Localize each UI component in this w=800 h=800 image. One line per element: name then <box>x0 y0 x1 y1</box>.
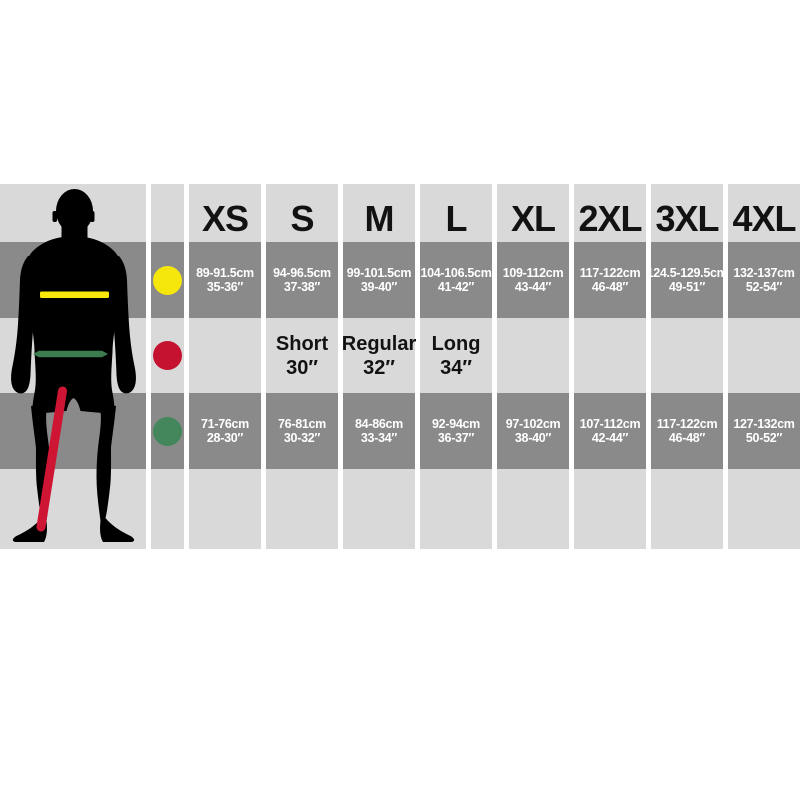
chest-cm-value: 89-91.5cm <box>196 265 254 280</box>
waist-cm-value: 117-122cm <box>656 416 718 431</box>
chest-in-value: 37-38″ <box>283 280 321 294</box>
leg-length-name: Long <box>431 332 481 355</box>
waist-in-value: 38-40″ <box>514 431 552 445</box>
size-header-label: 3XL <box>655 198 719 239</box>
leg-length-value: 32″ <box>363 356 395 379</box>
size-header-cell <box>497 184 569 242</box>
leg-length-cell <box>420 318 492 393</box>
figure-bg-cell <box>0 242 146 318</box>
size-header-cell <box>728 184 800 242</box>
waist-dot-cell <box>151 393 184 469</box>
waist-cm-value: 92-94cm <box>432 416 480 431</box>
waist-cm-value: 71-76cm <box>201 416 249 431</box>
size-table <box>0 184 800 549</box>
chest-in-value: 43-44″ <box>514 280 552 294</box>
chest-in-value: 52-54″ <box>745 280 783 294</box>
figure-bg-cell <box>0 184 146 242</box>
waist-in-value: 28-30″ <box>206 431 244 445</box>
size-header-cell <box>343 184 415 242</box>
figure-bg-cell <box>0 469 146 549</box>
waist-value-cell <box>189 393 261 469</box>
waist-in-value: 36-37″ <box>437 431 475 445</box>
size-header-label: XL <box>510 198 555 239</box>
waist-in-value: 42-44″ <box>591 431 629 445</box>
chest-value-cell <box>646 242 728 318</box>
size-header-cell <box>574 184 646 242</box>
size-header-label: 4XL <box>732 198 796 239</box>
leg-length-cell <box>728 318 800 393</box>
chest-value-cell <box>728 242 800 318</box>
waist-value-cell <box>343 393 415 469</box>
waist-value-cell <box>574 393 646 469</box>
size-header-cell <box>651 184 723 242</box>
size-column-3xl <box>646 184 728 549</box>
empty-cell <box>266 469 338 549</box>
waist-value-cell <box>497 393 569 469</box>
size-column-s <box>266 184 338 549</box>
chest-cm-value: 109-112cm <box>502 265 564 280</box>
size-header-label: S <box>290 198 314 239</box>
chest-value-cell <box>189 242 261 318</box>
size-column-xs <box>189 184 261 549</box>
leg-length-cell <box>266 318 338 393</box>
empty-cell <box>151 469 184 549</box>
chest-in-value: 41-42″ <box>437 280 475 294</box>
leg-length-value: 30″ <box>286 356 318 379</box>
waist-in-value: 50-52″ <box>745 431 783 445</box>
size-header-label: 2XL <box>578 198 642 239</box>
chest-cm-value: 104-106.5cm <box>420 265 492 280</box>
waist-value-cell <box>728 393 800 469</box>
chest-value-cell <box>574 242 646 318</box>
size-column-xl <box>497 184 569 549</box>
empty-cell <box>343 469 415 549</box>
waist-cm-value: 84-86cm <box>355 416 403 431</box>
size-column-l <box>420 184 492 549</box>
chest-dot-icon <box>153 266 182 295</box>
waist-in-value: 33-34″ <box>360 431 398 445</box>
chest-in-value: 35-36″ <box>206 280 244 294</box>
leg-length-dot-cell <box>151 318 184 393</box>
leg-length-name: Regular <box>341 332 417 355</box>
chest-cm-value: 99-101.5cm <box>346 265 412 280</box>
empty-cell <box>189 469 261 549</box>
figure-bg-cell <box>0 393 146 469</box>
dot-header-cell <box>151 184 184 242</box>
leg-length-name: Short <box>275 332 329 355</box>
leg-length-cell <box>189 318 261 393</box>
leg-length-cell <box>574 318 646 393</box>
chest-value-cell <box>343 242 415 318</box>
chest-in-value: 39-40″ <box>360 280 398 294</box>
size-header-cell <box>189 184 261 242</box>
size-column-4xl <box>728 184 800 549</box>
waist-cm-value: 107-112cm <box>579 416 641 431</box>
leg-length-cell <box>497 318 569 393</box>
empty-cell <box>497 469 569 549</box>
leg-length-value: 34″ <box>440 356 472 379</box>
size-header-label: XS <box>201 198 249 239</box>
waist-cm-value: 127-132cm <box>733 416 795 431</box>
empty-cell <box>728 469 800 549</box>
figure-bg-cell <box>0 318 146 393</box>
size-header-label: M <box>364 198 394 239</box>
waist-cm-value: 97-102cm <box>505 416 561 431</box>
chest-in-value: 46-48″ <box>591 280 629 294</box>
leg-length-cell <box>343 318 415 393</box>
empty-cell <box>574 469 646 549</box>
size-header-label: L <box>445 198 467 239</box>
chest-value-cell <box>497 242 569 318</box>
chest-cm-value: 117-122cm <box>579 265 641 280</box>
waist-dot-icon <box>153 417 182 446</box>
size-column-2xl <box>574 184 646 549</box>
waist-in-value: 46-48″ <box>668 431 706 445</box>
chest-cm-value: 132-137cm <box>733 265 795 280</box>
measurement-dot-column <box>151 184 184 549</box>
waist-cm-value: 76-81cm <box>278 416 326 431</box>
leg-length-dot-icon <box>153 341 182 370</box>
waist-value-cell <box>420 393 492 469</box>
leg-length-cell <box>651 318 723 393</box>
chest-value-cell <box>266 242 338 318</box>
size-header-cell <box>266 184 338 242</box>
empty-cell <box>420 469 492 549</box>
waist-value-cell <box>651 393 723 469</box>
chest-in-value: 49-51″ <box>668 280 706 294</box>
chest-cm-value: 94-96.5cm <box>273 265 331 280</box>
waist-in-value: 30-32″ <box>283 431 321 445</box>
waist-value-cell <box>266 393 338 469</box>
empty-cell <box>651 469 723 549</box>
chest-cm-value: 124.5-129.5cm <box>646 265 728 280</box>
figure-column <box>0 184 146 549</box>
size-header-cell <box>420 184 492 242</box>
chest-value-cell <box>420 242 492 318</box>
chest-dot-cell <box>151 242 184 318</box>
size-column-m <box>343 184 415 549</box>
